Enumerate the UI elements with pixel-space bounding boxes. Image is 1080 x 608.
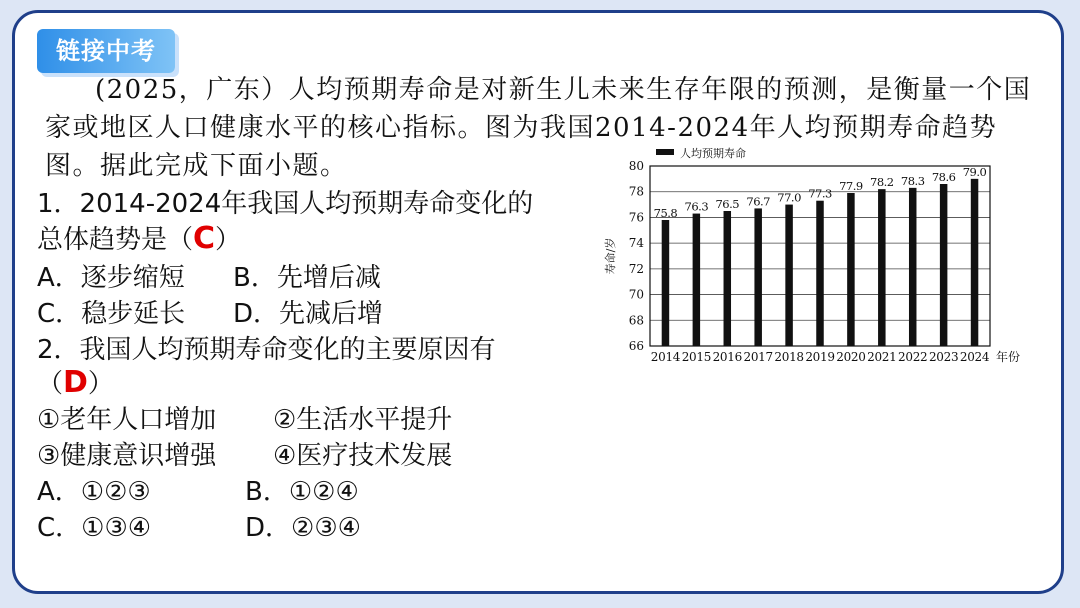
bar-value-label: 77.3 [808, 186, 832, 201]
x-tick-label: 2020 [836, 350, 866, 364]
bar [662, 220, 670, 346]
q1-option-c: C．稳步延长 [37, 299, 186, 329]
legend-swatch [656, 149, 674, 155]
bar [847, 193, 855, 346]
bar-value-label: 75.8 [653, 206, 678, 220]
legend-label: 人均预期寿命 [680, 147, 746, 160]
y-axis-label: 寿命/岁 [604, 237, 617, 275]
q2-option-d: D．②③④ [245, 513, 361, 543]
y-tick-label: 68 [628, 313, 644, 328]
q2-option-c: C．①③④ [37, 513, 152, 543]
y-tick-label: 76 [628, 210, 644, 225]
bar [940, 184, 948, 346]
bar [909, 188, 917, 346]
bar-value-label: 77.0 [777, 190, 801, 205]
x-tick-label: 2019 [805, 350, 835, 364]
q2-item-4: ④医疗技术发展 [273, 441, 453, 471]
bar [878, 189, 886, 346]
bar [724, 211, 732, 346]
y-tick-label: 74 [628, 236, 644, 251]
x-tick-label: 2022 [898, 350, 928, 364]
q2-item-3: ③健康意识增强 [37, 441, 217, 471]
bar [816, 201, 824, 346]
q1-option-d: D．先减后增 [233, 299, 384, 329]
bar [785, 205, 793, 346]
bar [693, 214, 701, 346]
bar-value-label: 79.0 [962, 164, 987, 179]
bar-value-label: 76.5 [715, 197, 740, 211]
q2-option-a: A．①②③ [37, 477, 151, 507]
bar-value-label: 78.6 [931, 170, 956, 184]
x-tick-label: 2018 [774, 350, 804, 364]
q2-item-1: ①老年人口增加 [37, 405, 217, 435]
q1-answer: C [193, 221, 216, 256]
q2-item-2: ②生活水平提升 [273, 405, 453, 435]
y-tick-label: 66 [628, 339, 644, 353]
q1-stem-post: ） [215, 225, 242, 255]
y-tick-label: 80 [628, 159, 644, 173]
x-tick-label: 2021 [867, 350, 897, 364]
q2-answer: D [63, 365, 88, 400]
q1-option-a: A．逐步缩短 [37, 263, 185, 293]
q1-stem-line2 [37, 219, 241, 256]
y-tick-label: 78 [628, 184, 644, 199]
life-expectancy-chart [596, 140, 1046, 370]
x-tick-label: 2014 [650, 350, 681, 364]
question-intro: (2025，广东）人均预期寿命是对新生儿未来生存年限的预测，是衡量一个国家或地区人口健康水平的核心指标。图为我国2014-2024年人均预期寿命趋势图。据此完成下面小题。 [45, 75, 1032, 181]
q1-stem-line1: 1．2014-2024年我国人均预期寿命变化的 [37, 189, 534, 219]
bar-value-label: 78.3 [900, 173, 925, 188]
x-tick-label: 2023 [928, 350, 959, 364]
x-tick-label: 2015 [681, 350, 712, 364]
y-tick-label: 70 [628, 287, 644, 302]
bar-value-label: 77.9 [839, 179, 863, 193]
x-tick-label: 2017 [743, 350, 773, 364]
x-tick-label: 2016 [712, 350, 742, 364]
q2-stem-line1: 2．我国人均预期寿命变化的主要原因有 [37, 335, 496, 365]
bar [754, 208, 762, 346]
q2-stem-pre: （ [37, 369, 64, 399]
q2-stem-post: ） [87, 369, 114, 399]
bar [971, 179, 979, 346]
q2-option-b: B．①②④ [245, 477, 359, 507]
q1-stem-pre: 总体趋势是（ [37, 225, 194, 255]
x-axis-label: 年份 [996, 350, 1021, 364]
bar-value-label: 76.7 [746, 194, 770, 209]
bar-value-label: 78.2 [870, 175, 894, 190]
bar-value-label: 76.3 [684, 199, 709, 214]
x-tick-label: 2024 [959, 350, 990, 364]
q1-option-b: B．先增后减 [233, 263, 381, 293]
section-tag: 链接中考 [37, 29, 175, 73]
q2-stem-line2 [37, 363, 114, 400]
y-tick-label: 72 [628, 261, 644, 276]
